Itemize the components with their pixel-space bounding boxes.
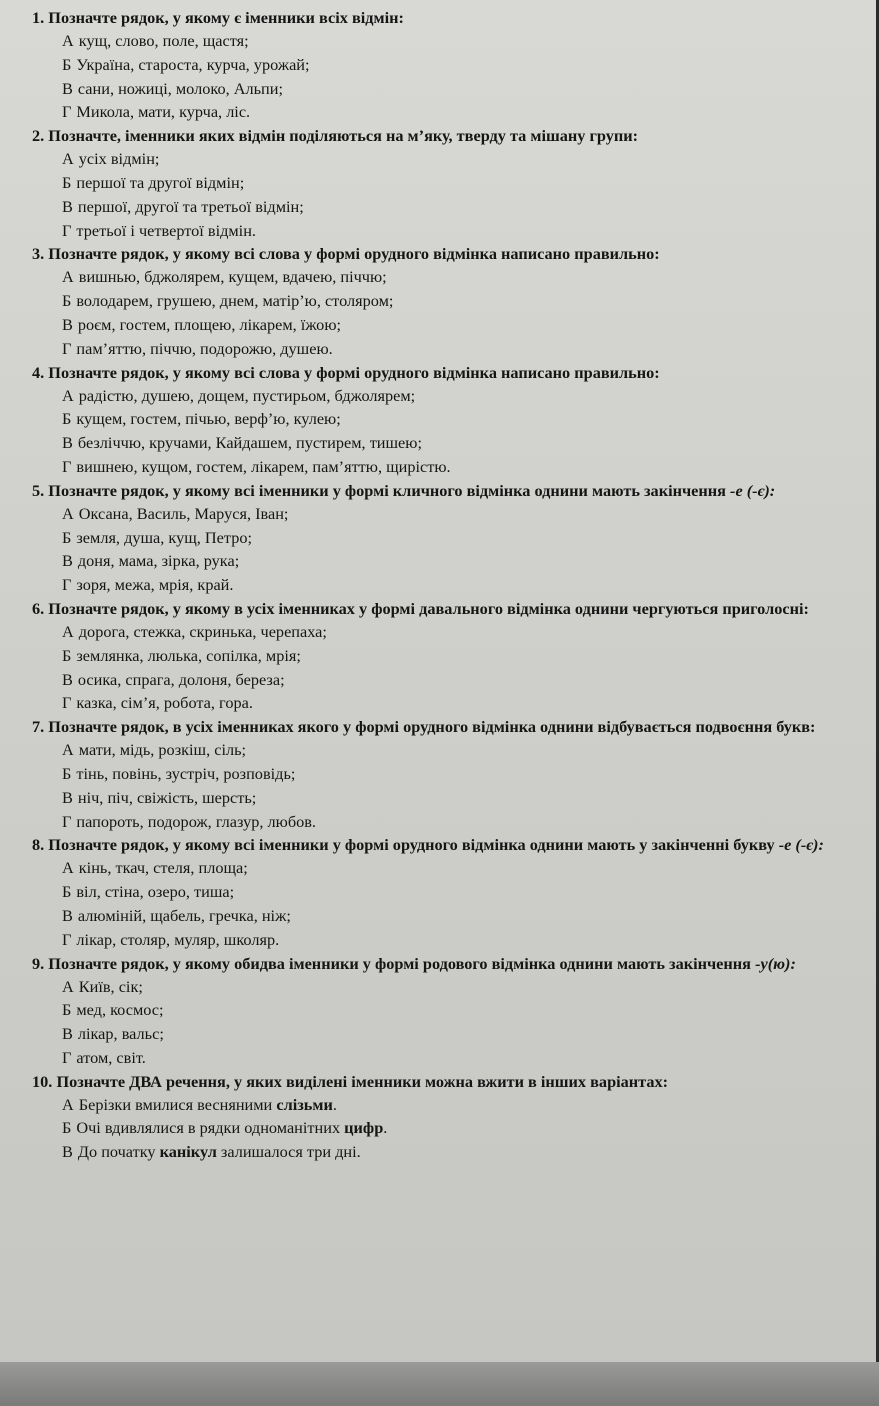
option-text: папороть, подорож, глазур, любов. (76, 811, 317, 831)
option-text: першої та другої відмін; (76, 172, 245, 192)
question-prompt (10, 833, 854, 856)
option-text: Микола, мати, курча, ліс. (76, 102, 251, 122)
option-letter: Г (62, 929, 72, 949)
option-text: роєм, гостем, площею, лікарем, їжою; (77, 314, 342, 334)
answer-option[interactable] (10, 147, 854, 171)
option-letter: А (62, 621, 74, 641)
question-number: 9. (32, 953, 45, 973)
option-text: пам’яттю, піччю, подорожю, душею. (76, 338, 333, 358)
option-text: Київ, сік; (78, 976, 143, 996)
option-letter: Г (62, 811, 72, 831)
answer-option[interactable] (10, 644, 854, 668)
question-number: 1. (32, 8, 45, 27)
option-text: Очі вдивлялися в рядки одноманітних (76, 1118, 345, 1138)
question-number: 6. (32, 598, 45, 618)
option-letter: В (62, 1142, 73, 1162)
question-prompt (10, 479, 854, 502)
option-text: першої, другої та третьої відмін; (77, 196, 304, 216)
question-prompt (10, 597, 854, 620)
question-text: Позначте, іменники яких відмін поділяються на м’яку, тверду та мішану групи: (48, 126, 639, 146)
answer-option[interactable] (10, 856, 854, 880)
answer-option[interactable] (10, 384, 854, 408)
question-text: Позначте рядок, в усіх іменниках якого у формі орудного відмінка однини відбувається подвоєння букв: (48, 717, 816, 737)
option-letter: В (62, 905, 73, 925)
option-letter: Б (62, 409, 72, 429)
option-text: вишнею, кущом, гостем, лікарем, пам’яттю, щирістю. (76, 456, 451, 476)
answer-option[interactable] (10, 786, 854, 810)
answer-option[interactable] (10, 455, 854, 479)
highlighted-noun: цифр (344, 1118, 384, 1138)
answer-option[interactable] (10, 53, 854, 77)
answer-option[interactable] (10, 549, 854, 573)
option-text: дорога, стежка, скринька, черепаха; (78, 621, 327, 641)
option-text: вишнью, бджолярем, кущем, вдачею, піччю; (78, 267, 387, 287)
option-text-end: . (383, 1118, 388, 1138)
question-prompt (10, 952, 854, 975)
option-text: алюміній, щабель, гречка, ніж; (77, 905, 291, 925)
answer-option[interactable] (10, 526, 854, 550)
option-text: Оксана, Василь, Маруся, Іван; (78, 503, 289, 523)
option-text: Україна, староста, курча, урожай; (76, 54, 310, 74)
option-letter: Б (62, 645, 72, 665)
option-letter: В (62, 433, 73, 453)
option-text: атом, світ. (76, 1047, 146, 1067)
option-text: віл, стіна, озеро, тиша; (76, 882, 235, 902)
page-bottom-edge (0, 1362, 879, 1406)
option-letter: В (62, 314, 73, 334)
ending-marker: -у(ю): (755, 953, 796, 973)
answer-option[interactable] (10, 975, 854, 999)
option-letter: В (62, 787, 73, 807)
answer-option[interactable] (10, 265, 854, 289)
option-letter: А (62, 31, 74, 50)
answer-option[interactable] (10, 880, 854, 904)
question-number: 4. (32, 362, 45, 382)
answer-option[interactable] (10, 1046, 854, 1070)
answer-option[interactable] (10, 195, 854, 219)
answer-option[interactable] (10, 573, 854, 597)
answer-option[interactable] (10, 1140, 854, 1164)
option-letter: В (62, 78, 73, 98)
answer-option[interactable] (10, 998, 854, 1022)
highlighted-noun: канікул (159, 1142, 217, 1162)
answer-option[interactable] (10, 738, 854, 762)
question-6 (10, 597, 854, 715)
option-letter: А (62, 385, 74, 405)
question-text: Позначте рядок, у якому всі слова у формі орудного відмінка написано правильно: (48, 362, 660, 382)
option-letter: Г (62, 693, 72, 713)
question-text: Позначте рядок, у якому всі іменники у формі орудного відмінка однини мають у закінченні букву (48, 835, 775, 855)
answer-option[interactable] (10, 171, 854, 195)
option-text: кущем, гостем, пічью, верф’ю, кулею; (76, 409, 341, 429)
question-1 (10, 6, 854, 124)
question-prompt (10, 1070, 854, 1093)
option-letter: Б (62, 527, 72, 547)
answer-option[interactable] (10, 431, 854, 455)
answer-option[interactable] (10, 668, 854, 692)
question-prompt (10, 6, 854, 29)
question-text: Позначте рядок, у якому обидва іменники у формі родового відмінка однини мають закінчення (48, 953, 751, 973)
option-text: кущ, слово, поле, щастя; (78, 31, 249, 50)
answer-option[interactable] (10, 1022, 854, 1046)
question-7 (10, 715, 854, 833)
question-8 (10, 833, 854, 951)
answer-option[interactable] (10, 1093, 854, 1117)
option-letter: В (62, 551, 73, 571)
option-text: радістю, душею, дощем, пустирьом, бджолярем; (78, 385, 416, 405)
question-number: 8. (32, 835, 45, 855)
option-letter: Г (62, 102, 72, 122)
question-prompt (10, 715, 854, 738)
option-letter: А (62, 503, 74, 523)
option-letter: А (62, 740, 74, 760)
option-letter: А (62, 858, 74, 878)
answer-option[interactable] (10, 289, 854, 313)
answer-option[interactable] (10, 29, 854, 53)
option-text: землянка, люлька, сопілка, мрія; (76, 645, 301, 665)
answer-option[interactable] (10, 691, 854, 715)
question-4 (10, 361, 854, 479)
question-number: 10. (32, 1071, 53, 1091)
option-text: зоря, межа, мрія, край. (76, 575, 234, 595)
question-2 (10, 124, 854, 242)
option-text: осика, спрага, долоня, береза; (77, 669, 285, 689)
answer-option[interactable] (10, 407, 854, 431)
answer-option[interactable] (10, 762, 854, 786)
option-text: третьої і четвертої відмін. (76, 220, 256, 240)
option-letter: Г (62, 575, 72, 595)
question-prompt (10, 242, 854, 265)
option-text-end: залишалося три дні. (216, 1142, 361, 1162)
question-text: Позначте рядок, у якому всі іменники у формі кличного відмінка однини мають закінчення (48, 480, 726, 500)
option-text: мати, мідь, розкіш, сіль; (78, 740, 247, 760)
option-letter: В (62, 196, 73, 216)
question-text: Позначте рядок, у якому всі слова у формі орудного відмінка написано правильно: (48, 244, 660, 264)
question-9 (10, 952, 854, 1070)
answer-option[interactable] (10, 219, 854, 243)
option-letter: Г (62, 338, 72, 358)
answer-option[interactable] (10, 313, 854, 337)
option-letter: Б (62, 54, 72, 74)
option-text: безліччю, кручами, Кайдашем, пустирем, тишею; (77, 433, 422, 453)
option-letter: Г (62, 1047, 72, 1067)
question-text: Позначте ДВА речення, у яких виділені іменники можна вжити в інших варіантах: (56, 1071, 669, 1091)
option-letter: А (62, 149, 74, 169)
question-10 (10, 1070, 854, 1164)
ending-marker: -е (-є): (730, 480, 776, 500)
answer-option[interactable] (10, 77, 854, 101)
option-letter: В (62, 669, 73, 689)
question-5 (10, 479, 854, 597)
question-prompt (10, 124, 854, 147)
question-3 (10, 242, 854, 360)
highlighted-noun: слізьми (276, 1094, 333, 1114)
option-letter: Б (62, 1118, 72, 1138)
option-text: володарем, грушею, днем, матір’ю, столяром; (76, 291, 394, 311)
answer-option[interactable] (10, 810, 854, 834)
answer-option[interactable] (10, 100, 854, 124)
ending-marker: -е (-є): (778, 835, 824, 855)
question-number: 7. (32, 717, 45, 737)
option-letter: А (62, 1094, 74, 1114)
option-letter: Б (62, 763, 72, 783)
question-number: 5. (32, 480, 45, 500)
option-text: доня, мама, зірка, рука; (77, 551, 240, 571)
answer-option[interactable] (10, 1116, 854, 1140)
option-letter: Г (62, 220, 72, 240)
option-text-end: . (332, 1094, 337, 1114)
question-prompt (10, 361, 854, 384)
option-letter: А (62, 267, 74, 287)
answer-option[interactable] (10, 502, 854, 526)
option-text: казка, сім’я, робота, гора. (76, 693, 253, 713)
question-text: Позначте рядок, у якому в усіх іменниках у формі давального відмінка однини чергуються приголосні: (48, 598, 809, 618)
option-letter: А (62, 976, 74, 996)
answer-option[interactable] (10, 337, 854, 361)
option-text: ніч, піч, свіжість, шерсть; (77, 787, 257, 807)
option-text: До початку (77, 1142, 160, 1162)
question-text: Позначте рядок, у якому є іменники всіх відмін: (48, 8, 404, 27)
option-text: лікар, вальс; (77, 1024, 164, 1044)
option-letter: Б (62, 172, 72, 192)
option-text: земля, душа, кущ, Петро; (76, 527, 253, 547)
question-number: 2. (32, 126, 45, 146)
option-letter: Б (62, 291, 72, 311)
option-text: усіх відмін; (78, 149, 160, 169)
answer-option[interactable] (10, 928, 854, 952)
option-letter: Б (62, 1000, 72, 1020)
answer-option[interactable] (10, 620, 854, 644)
option-text: лікар, столяр, муляр, школяр. (76, 929, 280, 949)
question-number: 3. (32, 244, 45, 264)
option-text: Берізки вмилися весняними (78, 1094, 277, 1114)
option-letter: Г (62, 456, 72, 476)
option-text: сани, ножиці, молоко, Альпи; (77, 78, 283, 98)
option-text: мед, космос; (76, 1000, 164, 1020)
option-letter: В (62, 1024, 73, 1044)
option-text: тінь, повінь, зустріч, розповідь; (76, 763, 296, 783)
option-letter: Б (62, 882, 72, 902)
option-text: кінь, ткач, стеля, площа; (78, 858, 248, 878)
answer-option[interactable] (10, 904, 854, 928)
